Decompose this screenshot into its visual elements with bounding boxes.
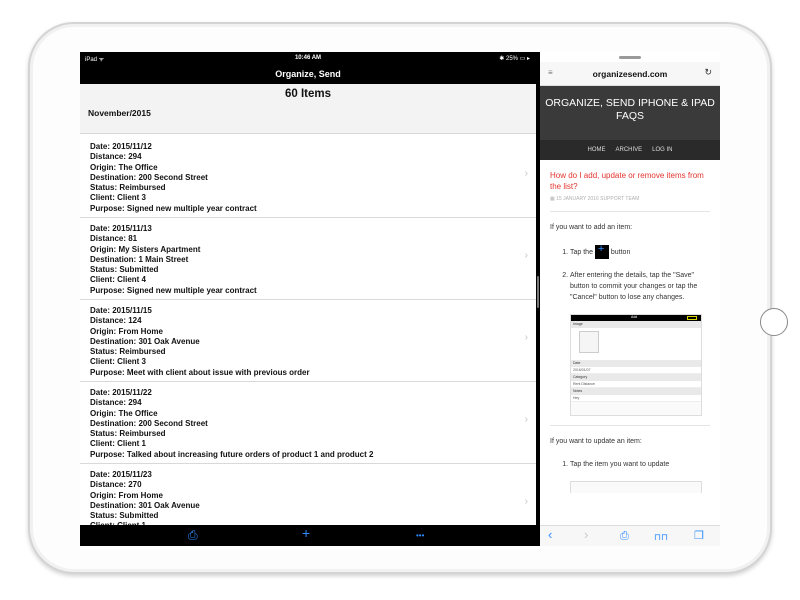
list-item[interactable] — [80, 218, 536, 300]
entry-origin: Origin: The Office — [90, 162, 158, 172]
site-nav — [540, 140, 720, 160]
step-text: Tap the — [570, 248, 593, 256]
plus-button-icon — [595, 245, 609, 259]
entry-date: Date: 2015/11/23 — [90, 470, 152, 479]
mini-category-value: Rent Distance — [571, 381, 701, 388]
chevron-right-icon: › — [524, 496, 528, 507]
add-step-1 — [570, 245, 710, 259]
battery-indicator: ✱ 25% ▭ ▸ — [499, 56, 530, 62]
safari-toolbar — [540, 525, 720, 546]
nav-login-link[interactable]: LOG IN — [652, 147, 673, 153]
entry-date: Date: 2015/11/13 — [90, 224, 152, 233]
entry-destination: Destination: 200 Second Street — [90, 172, 208, 182]
site-title: ORGANIZE, SEND IPHONE & IPAD FAQS — [540, 86, 720, 140]
entry-distance: Distance: 294 — [90, 398, 142, 408]
add-intro: If you want to add an item: — [550, 224, 633, 231]
entry-origin: Origin: From Home — [90, 326, 163, 336]
article-screenshot — [570, 314, 702, 416]
step-text: button — [610, 248, 631, 256]
screen — [80, 52, 720, 546]
mini-date-value: 2016/01/07 — [571, 367, 701, 374]
nav-home-link[interactable]: HOME — [587, 147, 606, 153]
more-button[interactable]: ••• — [416, 531, 425, 540]
add-step-2 — [570, 270, 710, 303]
entry-distance: Distance: 294 — [90, 152, 142, 162]
calendar-icon: ▦ — [550, 196, 557, 202]
safari-pane — [540, 52, 720, 546]
entry-destination: Destination: 301 Oak Avenue — [90, 336, 200, 346]
entry-distance: Distance: 270 — [90, 480, 142, 490]
entry-status: Status: Reimbursed — [90, 429, 166, 439]
article-meta-text: 15 JANUARY 2016 SUPPORT TEAM — [556, 196, 640, 202]
slide-over-grabber[interactable] — [619, 56, 641, 59]
url-label[interactable]: organizesend.com — [592, 69, 668, 79]
device-label: iPad ᯤ — [85, 57, 105, 63]
divider — [550, 425, 710, 426]
article-screenshot-2 — [570, 481, 702, 493]
back-icon[interactable]: ‹ — [548, 527, 553, 542]
safari-address-bar[interactable] — [540, 62, 720, 86]
nav-archive-link[interactable]: ARCHIVE — [615, 147, 643, 153]
mini-date-section: Date — [571, 360, 701, 367]
app-toolbar — [80, 525, 536, 546]
entry-purpose: Purpose: Meet with client about issue with previous order — [90, 367, 310, 377]
entry-origin: Origin: The Office — [90, 408, 158, 418]
home-button[interactable] — [760, 308, 788, 336]
list-item[interactable] — [80, 382, 536, 464]
app-title: Organize, Send — [80, 66, 536, 84]
entry-status: Status: Submitted — [90, 265, 159, 275]
entry-distance: Distance: 124 — [90, 316, 142, 326]
entry-destination: Destination: 1 Main Street — [90, 254, 189, 264]
step-text: After entering the details, tap the "Save" button to commit your changes or tap the "Cancel" button to lose any changes. — [570, 272, 698, 301]
mini-thumbnail — [579, 331, 599, 353]
entry-destination: Destination: 301 Oak Avenue — [90, 500, 200, 510]
mileage-list — [80, 136, 536, 525]
bookmarks-icon[interactable]: ⊓⊓ — [654, 532, 669, 542]
list-item[interactable] — [80, 300, 536, 382]
chevron-right-icon: › — [524, 332, 528, 343]
chevron-right-icon: › — [524, 414, 528, 425]
mini-title: Add — [631, 315, 638, 319]
entry-client: Client: Client 3 — [90, 193, 147, 203]
mini-image-section: Image — [571, 321, 701, 328]
entry-purpose: Purpose: Signed new multiple year contract — [90, 203, 257, 213]
mini-notes-value: Hey — [571, 395, 701, 402]
status-time: 10:46 AM — [294, 55, 322, 61]
entry-client: Client: Client 1 — [90, 439, 147, 449]
entry-client: Client: Client 3 — [90, 357, 147, 367]
share-icon[interactable]: ⎙ — [620, 530, 629, 542]
list-item[interactable] — [80, 136, 536, 218]
update-intro: If you want to update an item: — [550, 438, 642, 445]
entry-client: Client: Client 4 — [90, 275, 147, 285]
divider — [550, 211, 710, 212]
article-meta — [550, 196, 710, 202]
organize-send-app — [80, 52, 536, 546]
entry-origin: Origin: My Sisters Apartment — [90, 244, 201, 254]
share-icon[interactable]: ⎙ — [188, 528, 198, 542]
tabs-icon[interactable]: ❐ — [694, 530, 704, 542]
update-steps — [570, 459, 710, 470]
reload-icon[interactable]: ↻ — [704, 67, 712, 77]
chevron-right-icon: › — [524, 250, 528, 261]
entry-date: Date: 2015/11/22 — [90, 388, 152, 397]
entry-distance: Distance: 81 — [90, 234, 138, 244]
list-header — [80, 84, 536, 134]
reader-menu-icon[interactable]: ≡ — [548, 68, 553, 77]
entry-status: Status: Reimbursed — [90, 183, 166, 193]
items-count: 60 Items — [284, 88, 332, 100]
forward-icon[interactable]: › — [584, 527, 589, 542]
mini-save-button — [687, 316, 697, 320]
entry-status: Status: Submitted — [90, 511, 159, 521]
faq-article — [540, 160, 720, 493]
entry-date: Date: 2015/11/12 — [90, 142, 152, 151]
entry-date: Date: 2015/11/15 — [90, 306, 152, 315]
chevron-right-icon: › — [524, 168, 528, 179]
entry-purpose: Purpose: Signed new multiple year contract — [90, 285, 257, 295]
article-title[interactable]: How do I add, update or remove items from the list? — [550, 171, 704, 191]
entry-purpose: Purpose: Talked about increasing future orders of product 1 and product 2 — [90, 449, 374, 459]
entry-origin: Origin: From Home — [90, 490, 163, 500]
add-steps — [570, 245, 710, 303]
status-bar — [80, 52, 536, 66]
entry-destination: Destination: 200 Second Street — [90, 418, 208, 428]
update-step-1: 1. Tap the item you want to update — [570, 459, 710, 470]
month-section-label: November/2015 — [88, 108, 151, 118]
mini-category-section: Category — [571, 374, 701, 381]
entry-status: Status: Reimbursed — [90, 347, 166, 357]
split-view-handle[interactable] — [537, 276, 539, 308]
add-button[interactable]: + — [302, 525, 311, 541]
mini-notes-section: Notes — [571, 388, 701, 395]
